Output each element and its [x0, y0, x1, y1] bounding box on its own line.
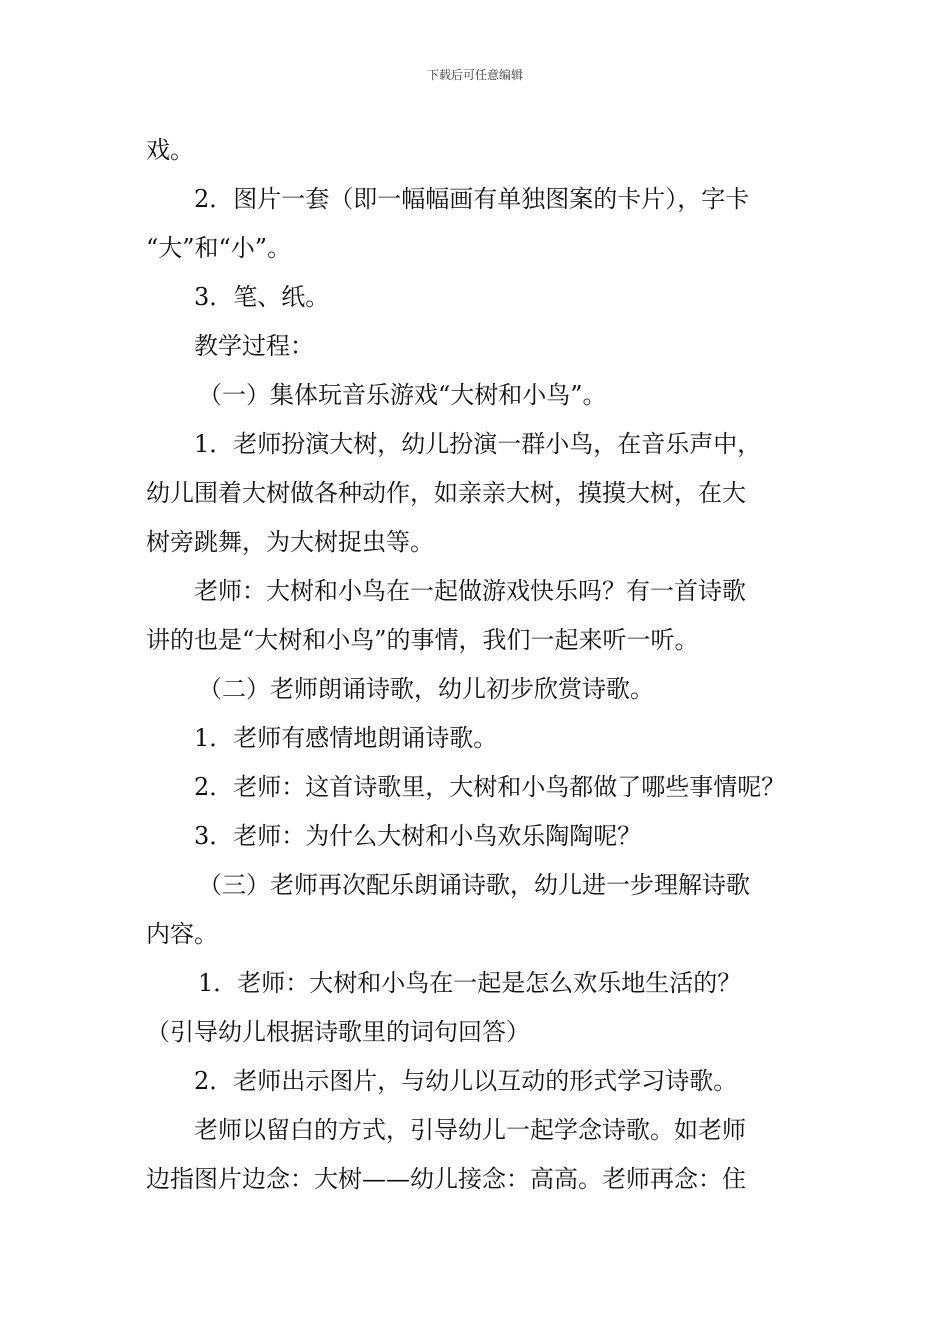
text-line: 边指图片边念：大树——幼儿接念：高高。老师再念：住	[146, 1165, 746, 1193]
text-line: 老师：大树和小鸟在一起做游戏快乐吗？有一首诗歌	[194, 577, 746, 605]
text-line: 2．老师：这首诗歌里，大树和小鸟都做了哪些事情呢？	[194, 773, 786, 801]
text-line: 树旁跳舞，为大树捉虫等。	[146, 528, 434, 556]
section-heading: （三）老师再次配乐朗诵诗歌，幼儿进一步理解诗歌	[198, 871, 750, 899]
text-line: 2．图片一套（即一幅幅画有单独图案的卡片），字卡	[194, 185, 750, 213]
text-line: 3．老师：为什么大树和小鸟欢乐陶陶呢？	[194, 822, 642, 850]
section-heading: 教学过程：	[194, 332, 314, 360]
text-line: “大”和“小”。	[146, 234, 292, 262]
text-line: 1．老师扮演大树，幼儿扮演一群小鸟，在音乐声中，	[194, 430, 762, 458]
text-line: 幼儿围着大树做各种动作，如亲亲大树，摸摸大树，在大	[146, 479, 746, 507]
text-line: （引导幼儿根据诗歌里的词句回答）	[146, 1018, 530, 1046]
text-line: 老师以留白的方式，引导幼儿一起学念诗歌。如老师	[194, 1116, 746, 1144]
text-line: 内容。	[146, 920, 218, 948]
document-body	[146, 126, 808, 1204]
page-header: 下载后可任意编辑	[426, 68, 523, 82]
section-heading: （一）集体玩音乐游戏“大树和小鸟”。	[198, 381, 607, 409]
text-line: 2．老师出示图片，与幼儿以互动的形式学习诗歌。	[194, 1067, 738, 1095]
text-line: 1．老师有感情地朗诵诗歌。	[194, 724, 498, 752]
text-line: 1．老师：大树和小鸟在一起是怎么欢乐地生活的？	[198, 969, 742, 997]
text-line: 讲的也是“大树和小鸟”的事情，我们一起来听一听。	[146, 626, 699, 654]
text-line: 戏。	[146, 136, 194, 164]
section-heading: （二）老师朗诵诗歌，幼儿初步欣赏诗歌。	[198, 675, 654, 703]
text-line: 3．笔、纸。	[194, 283, 330, 311]
